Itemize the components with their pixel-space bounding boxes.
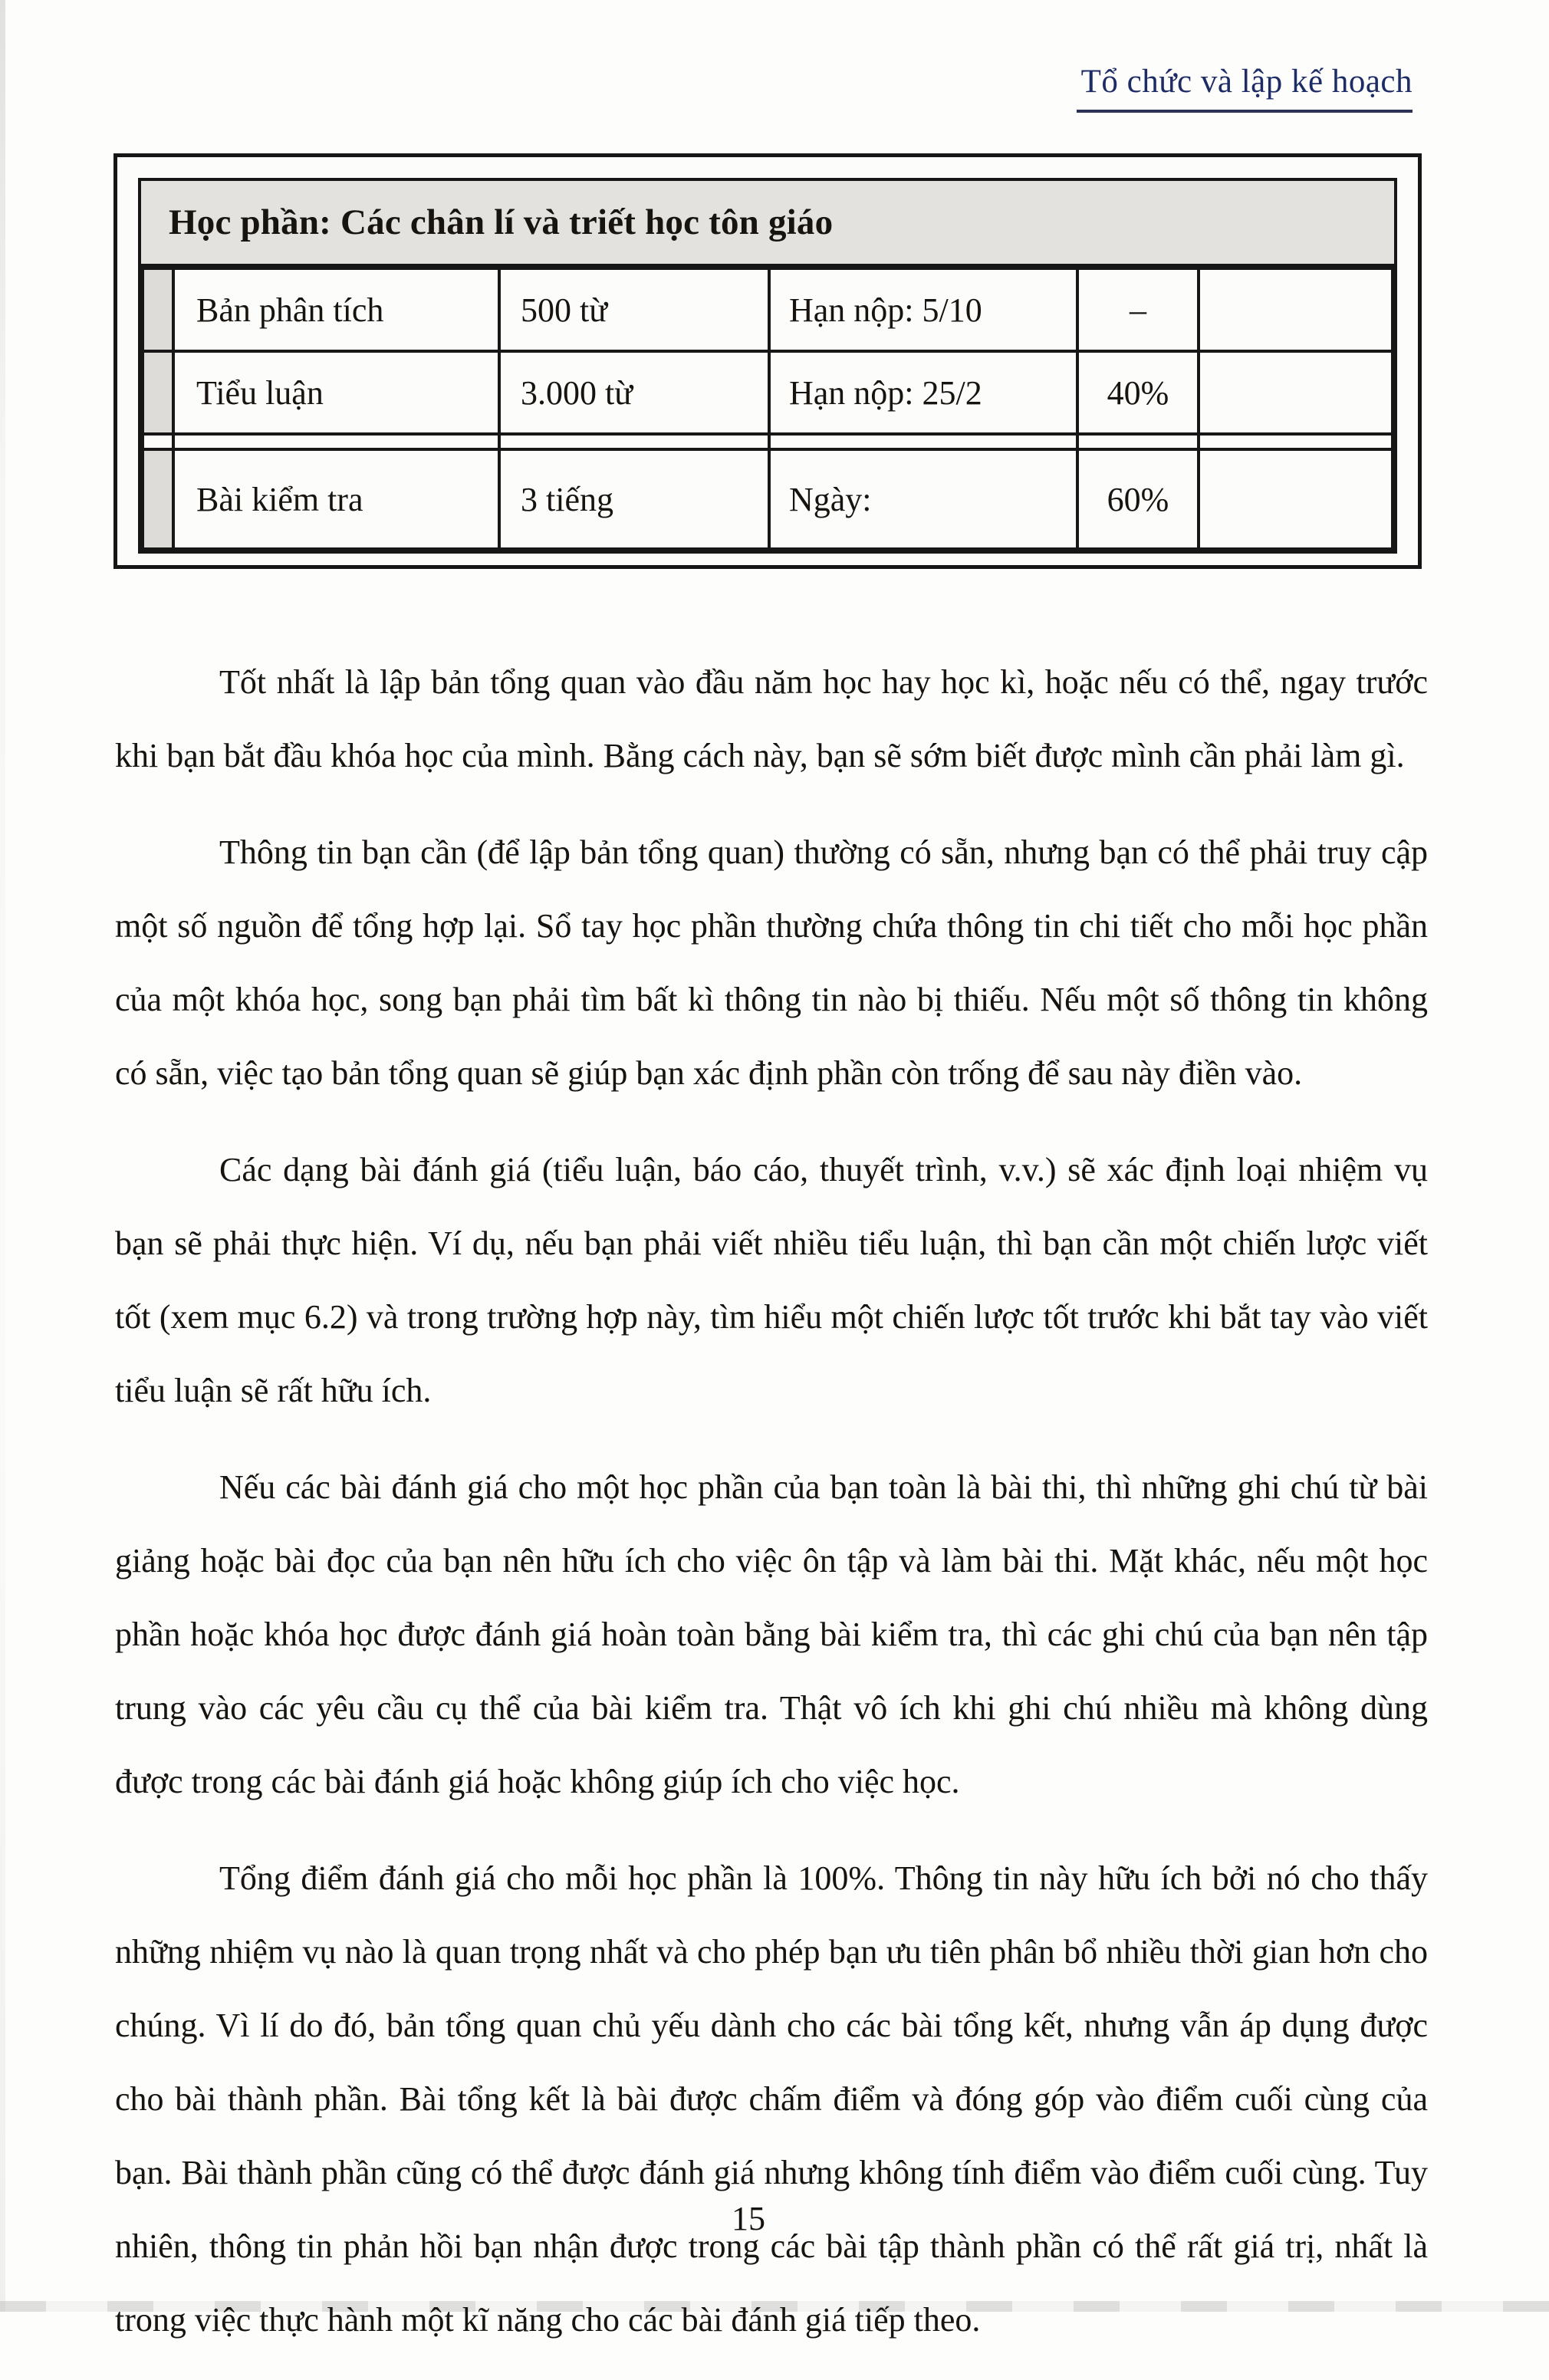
table-title: Học phần: Các chân lí và triết học tôn giáo [141, 181, 1394, 267]
cell-assessment-type: Bài kiểm tra [173, 449, 499, 549]
running-head: Tổ chức và lập kế hoạch [1077, 63, 1413, 113]
course-overview-table-inner [138, 178, 1397, 554]
cell-weight: – [1077, 268, 1199, 351]
paragraph-3: Các dạng bài đánh giá (tiểu luận, báo cáo, thuyết trình, v.v.) sẽ xác định loại nhiệm vụ bạn sẽ phải thực hiện. Ví dụ, nếu bạn phải viết nhiều tiểu luận, thì bạn cần một chiến lược viết tốt (xem mục 6.2) và trong trường hợp này, tìm hiểu một chiến lược tốt trước khi bắt tay vào viết tiểu luận sẽ rất hữu ích. [115, 1151, 1428, 1409]
cell-deadline: Hạn nộp: 25/2 [769, 351, 1077, 434]
cell-deadline: Ngày: [769, 449, 1077, 549]
spacer-cell [1077, 434, 1199, 449]
paragraph-5: Tổng điểm đánh giá cho mỗi học phần là 100%. Thông tin này hữu ích bởi nó cho thấy những nhiệm vụ nào là quan trọng nhất và cho phép bạn ưu tiên phân bổ nhiều thời gian hơn cho chúng. Vì lí do đó, bản tổng quan chủ yếu dành cho các bài tổng kết, nhưng vẫn áp dụng được cho bài thành phần. Bài tổng kết là bài được chấm điểm và đóng góp vào điểm cuối cùng của bạn. Bài thành phần cũng có thể được đánh giá nhưng không tính điểm vào điểm cuối cùng. Tuy nhiên, thông tin phản hồi bạn nhận được trong các bài tập thành phần có thể rất giá trị, nhất là trong việc thực hành một kĩ năng cho các bài đánh giá tiếp theo. [115, 1859, 1428, 2339]
spacer-cell [499, 434, 769, 449]
cell-length: 500 từ [499, 268, 769, 351]
cell-weight: 40% [1077, 351, 1199, 434]
cell-deadline: Hạn nộp: 5/10 [769, 268, 1077, 351]
page-number: 15 [732, 2200, 765, 2237]
spacer-cell [1199, 434, 1393, 449]
cell-length: 3.000 từ [499, 351, 769, 434]
table-spacer-row [143, 434, 1393, 449]
body-text [115, 646, 1428, 2380]
table-row-exam [143, 449, 1393, 549]
spacer-cell [769, 434, 1077, 449]
cell-weight: 60% [1077, 449, 1199, 549]
cell-assessment-type: Bản phân tích [173, 268, 499, 351]
paragraph-1: Tốt nhất là lập bản tổng quan vào đầu năm học hay học kì, hoặc nếu có thể, ngay trước khi bạn bắt đầu khóa học của mình. Bằng cách này, bạn sẽ sớm biết được mình cần phải làm gì. [115, 663, 1428, 774]
table-row-essay [143, 351, 1393, 434]
paragraph-2: Thông tin bạn cần (để lập bản tổng quan) thường có sẵn, nhưng bạn có thể phải truy cập một số nguồn để tổng hợp lại. Sổ tay học phần thường chứa thông tin chi tiết cho mỗi học phần của một khóa học, song bạn phải tìm bất kì thông tin nào bị thiếu. Nếu một số thông tin không có sẵn, việc tạo bản tổng quan sẽ giúp bạn xác định phần còn trống để sau này điền vào. [115, 833, 1428, 1092]
assessment-grid [141, 267, 1394, 551]
cell-empty [1199, 449, 1393, 549]
course-overview-table [113, 153, 1422, 569]
paragraph-4: Nếu các bài đánh giá cho một học phần của bạn toàn là bài thi, thì những ghi chú từ bài giảng hoặc bài đọc của bạn nên hữu ích cho việc ôn tập và làm bài thi. Mặt khác, nếu một học phần hoặc khóa học được đánh giá hoàn toàn bằng bài kiểm tra, thì các ghi chú của bạn nên tập trung vào các yêu cầu cụ thể của bài kiểm tra. Thật vô ích khi ghi chú nhiều mà không dùng được trong các bài đánh giá hoặc không giúp ích cho việc học. [115, 1468, 1428, 1800]
table-row-analysis [143, 268, 1393, 351]
gutter-cell [143, 434, 173, 449]
spacer-cell [173, 434, 499, 449]
gutter-cell [143, 449, 173, 549]
cell-assessment-type: Tiểu luận [173, 351, 499, 434]
cell-length: 3 tiếng [499, 449, 769, 549]
scan-artifact-left-edge [0, 0, 5, 2312]
cell-empty [1199, 351, 1393, 434]
gutter-cell [143, 268, 173, 351]
gutter-cell [143, 351, 173, 434]
cell-empty [1199, 268, 1393, 351]
